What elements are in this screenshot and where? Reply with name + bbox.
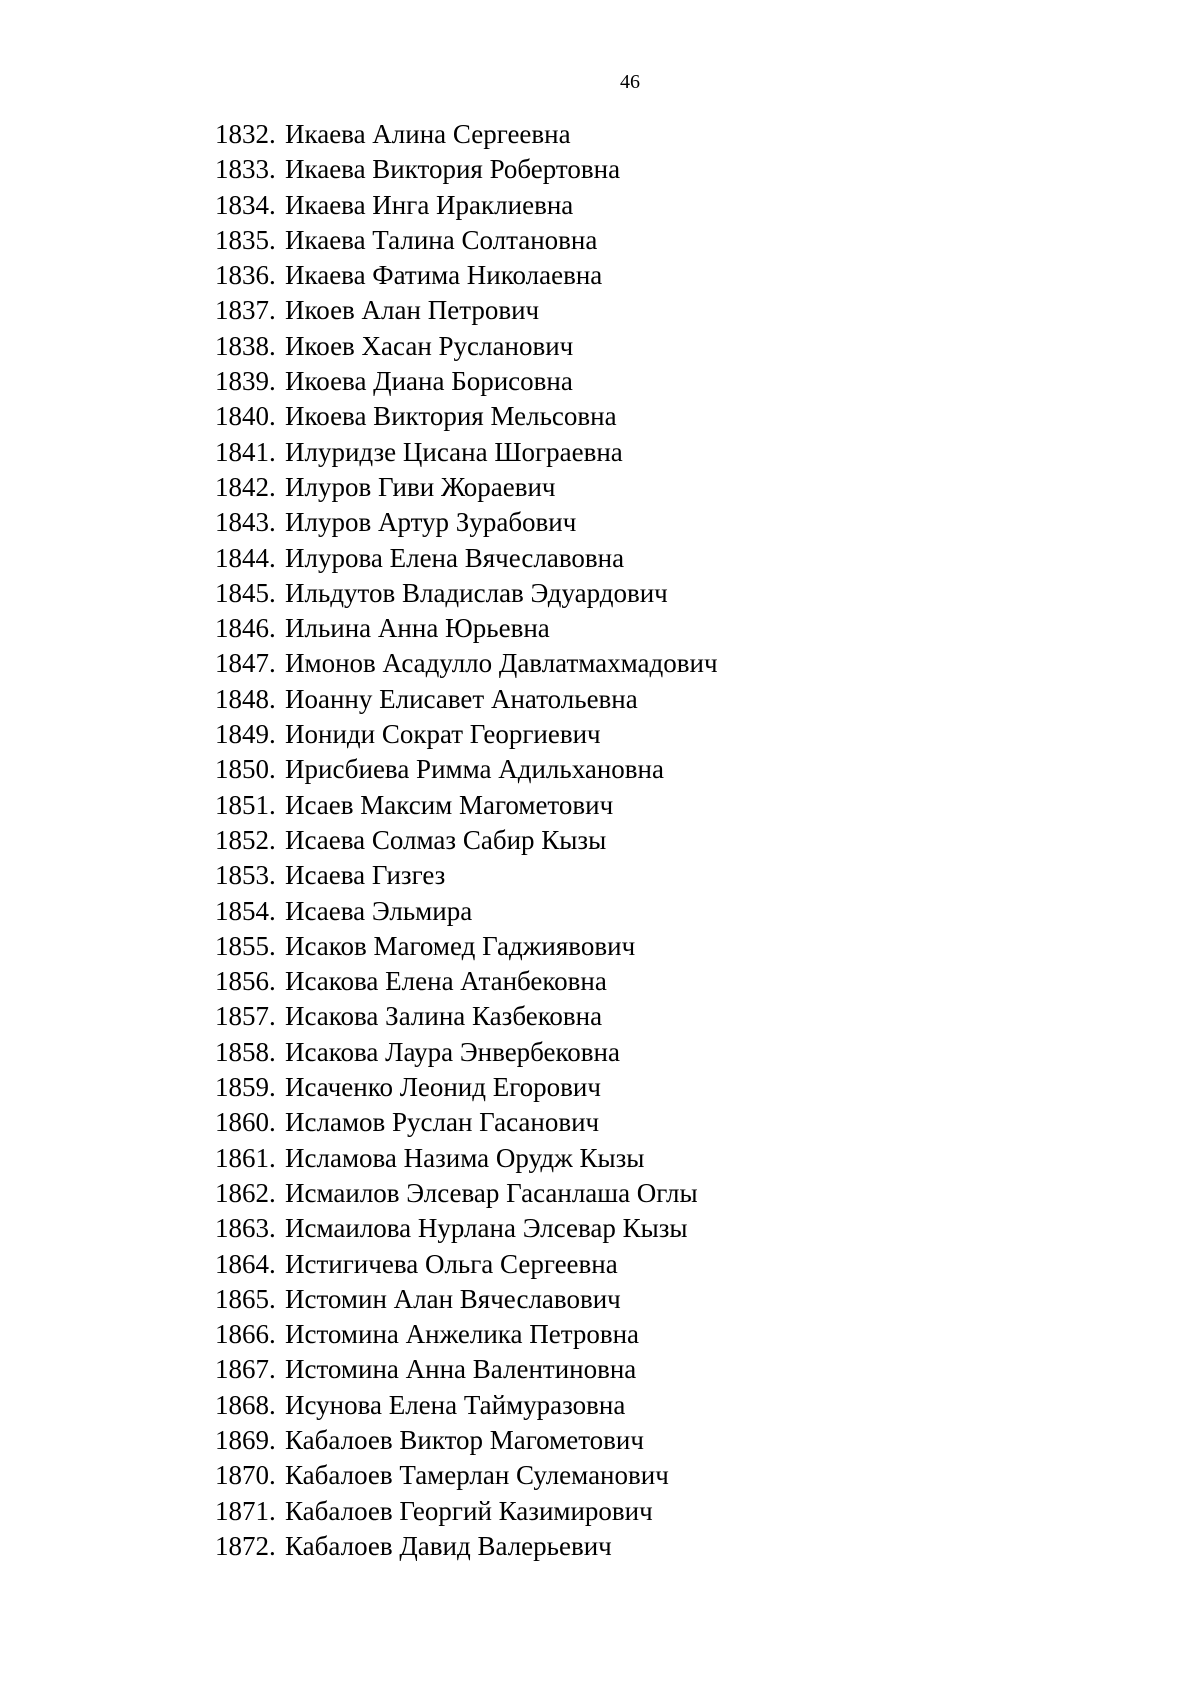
person-name: Кабалоев Георгий Казимирович xyxy=(285,1495,653,1526)
person-name: Кабалоев Виктор Магометович xyxy=(285,1424,644,1455)
list-item xyxy=(215,929,718,964)
person-name: Исаева Гизгез xyxy=(285,860,446,891)
person-name: Исмаилова Нурлана Элсевар Кызы xyxy=(285,1213,688,1244)
list-item xyxy=(215,576,718,611)
item-number: 1860. xyxy=(215,1107,276,1138)
person-name: Истомина Анна Валентиновна xyxy=(285,1354,637,1385)
person-name: Икоев Алан Петрович xyxy=(285,295,540,326)
person-name: Исламов Руслан Гасанович xyxy=(285,1107,600,1138)
list-item xyxy=(215,1035,718,1070)
item-number: 1838. xyxy=(215,330,276,361)
item-number: 1867. xyxy=(215,1354,276,1385)
list-item xyxy=(215,1494,718,1529)
list-item xyxy=(215,858,718,893)
list-item xyxy=(215,399,718,434)
person-name: Исаев Максим Магометович xyxy=(285,789,614,820)
person-name: Исакова Залина Казбековна xyxy=(285,1001,603,1032)
person-name: Икаева Фатима Николаевна xyxy=(285,260,603,291)
person-name: Икоев Хасан Русланович xyxy=(285,330,574,361)
person-name: Истомин Алан Вячеславович xyxy=(285,1283,621,1314)
list-item xyxy=(215,964,718,999)
person-name: Кабалоев Давид Валерьевич xyxy=(285,1530,612,1561)
list-item xyxy=(215,1529,718,1564)
person-name: Илуров Гиви Жораевич xyxy=(285,471,556,502)
item-number: 1872. xyxy=(215,1530,276,1561)
person-name: Исмаилов Элсевар Гасанлаша Оглы xyxy=(285,1177,698,1208)
list-item xyxy=(215,329,718,364)
item-number: 1850. xyxy=(215,754,276,785)
list-item xyxy=(215,541,718,576)
list-item xyxy=(215,1423,718,1458)
item-number: 1854. xyxy=(215,895,276,926)
item-number: 1865. xyxy=(215,1283,276,1314)
person-name: Исаченко Леонид Егорович xyxy=(285,1072,601,1103)
item-number: 1858. xyxy=(215,1036,276,1067)
list-item xyxy=(215,1247,718,1282)
person-name: Истомина Анжелика Петровна xyxy=(285,1319,640,1350)
item-number: 1870. xyxy=(215,1460,276,1491)
list-item xyxy=(215,1070,718,1105)
list-item xyxy=(215,258,718,293)
item-number: 1844. xyxy=(215,542,276,573)
item-number: 1857. xyxy=(215,1001,276,1032)
list-item xyxy=(215,999,718,1034)
person-name: Исаева Эльмира xyxy=(285,895,473,926)
person-name: Исакова Лаура Энвербековна xyxy=(285,1036,620,1067)
person-name: Исламова Назима Орудж Кызы xyxy=(285,1142,645,1173)
item-number: 1835. xyxy=(215,224,276,255)
item-number: 1841. xyxy=(215,436,276,467)
person-name: Имонов Асадулло Давлатмахмадович xyxy=(285,648,718,679)
item-number: 1837. xyxy=(215,295,276,326)
person-name: Илуров Артур Зурабович xyxy=(285,507,577,538)
item-number: 1842. xyxy=(215,471,276,502)
item-number: 1836. xyxy=(215,260,276,291)
item-number: 1847. xyxy=(215,648,276,679)
list-item xyxy=(215,646,718,681)
item-number: 1843. xyxy=(215,507,276,538)
person-name: Икаева Алина Сергеевна xyxy=(285,119,571,149)
list-item xyxy=(215,1211,718,1246)
person-name: Икаева Талина Солтановна xyxy=(285,224,598,255)
list-item xyxy=(215,1352,718,1387)
list-item xyxy=(215,788,718,823)
item-number: 1869. xyxy=(215,1424,276,1455)
person-name: Икаева Виктория Робертовна xyxy=(285,154,621,185)
item-number: 1863. xyxy=(215,1213,276,1244)
item-number: 1866. xyxy=(215,1319,276,1350)
list-item xyxy=(215,188,718,223)
person-name: Иониди Сократ Георгиевич xyxy=(285,719,601,750)
item-number: 1856. xyxy=(215,966,276,997)
list-item xyxy=(215,505,718,540)
list-item xyxy=(215,1317,718,1352)
person-name: Кабалоев Тамерлан Сулеманович xyxy=(285,1460,669,1491)
person-name: Исаков Магомед Гаджиявович xyxy=(285,930,636,961)
person-name: Илуридзе Цисана Шограевна xyxy=(285,436,623,467)
person-name: Истигичева Ольга Сергеевна xyxy=(285,1248,618,1279)
item-number: 1853. xyxy=(215,860,276,891)
list-item xyxy=(215,1105,718,1140)
list-item xyxy=(215,1176,718,1211)
item-number: 1859. xyxy=(215,1072,276,1103)
list-item xyxy=(215,682,718,717)
item-number: 1833. xyxy=(215,154,276,185)
item-number: 1868. xyxy=(215,1389,276,1420)
person-name: Ильина Анна Юрьевна xyxy=(285,613,550,644)
list-item xyxy=(215,223,718,258)
item-number: 1855. xyxy=(215,930,276,961)
person-name: Икоева Диана Борисовна xyxy=(285,366,573,397)
item-number: 1851. xyxy=(215,789,276,820)
list-item xyxy=(215,1141,718,1176)
item-number: 1839. xyxy=(215,366,276,397)
item-number: 1861. xyxy=(215,1142,276,1173)
item-number: 1852. xyxy=(215,824,276,855)
list-item xyxy=(215,117,718,152)
item-number: 1871. xyxy=(215,1495,276,1526)
item-number: 1846. xyxy=(215,613,276,644)
item-number: 1849. xyxy=(215,719,276,750)
list-item xyxy=(215,1388,718,1423)
list-item xyxy=(215,611,718,646)
list-item xyxy=(215,1458,718,1493)
list-item xyxy=(215,470,718,505)
item-number: 1845. xyxy=(215,577,276,608)
item-number: 1848. xyxy=(215,683,276,714)
list-item xyxy=(215,293,718,328)
item-number: 1840. xyxy=(215,401,276,432)
list-item xyxy=(215,894,718,929)
person-name: Иоанну Елисавет Анатольевна xyxy=(285,683,638,714)
name-list xyxy=(215,117,718,1564)
person-name: Ирисбиева Римма Адильхановна xyxy=(285,754,664,785)
list-item xyxy=(215,364,718,399)
list-item xyxy=(215,717,718,752)
item-number: 1864. xyxy=(215,1248,276,1279)
item-number: 1832. xyxy=(215,119,276,149)
person-name: Исакова Елена Атанбековна xyxy=(285,966,607,997)
item-number: 1834. xyxy=(215,189,276,220)
item-number: 1862. xyxy=(215,1177,276,1208)
person-name: Исунова Елена Таймуразовна xyxy=(285,1389,626,1420)
list-item xyxy=(215,823,718,858)
person-name: Икоева Виктория Мельсовна xyxy=(285,401,617,432)
list-item xyxy=(215,1282,718,1317)
person-name: Ильдутов Владислав Эдуардович xyxy=(285,577,668,608)
list-item xyxy=(215,752,718,787)
person-name: Илурова Елена Вячеславовна xyxy=(285,542,625,573)
person-name: Икаева Инга Ираклиевна xyxy=(285,189,574,220)
person-name: Исаева Солмаз Сабир Кызы xyxy=(285,824,607,855)
page-number: 46 xyxy=(620,71,640,93)
list-item xyxy=(215,435,718,470)
list-item xyxy=(215,152,718,187)
